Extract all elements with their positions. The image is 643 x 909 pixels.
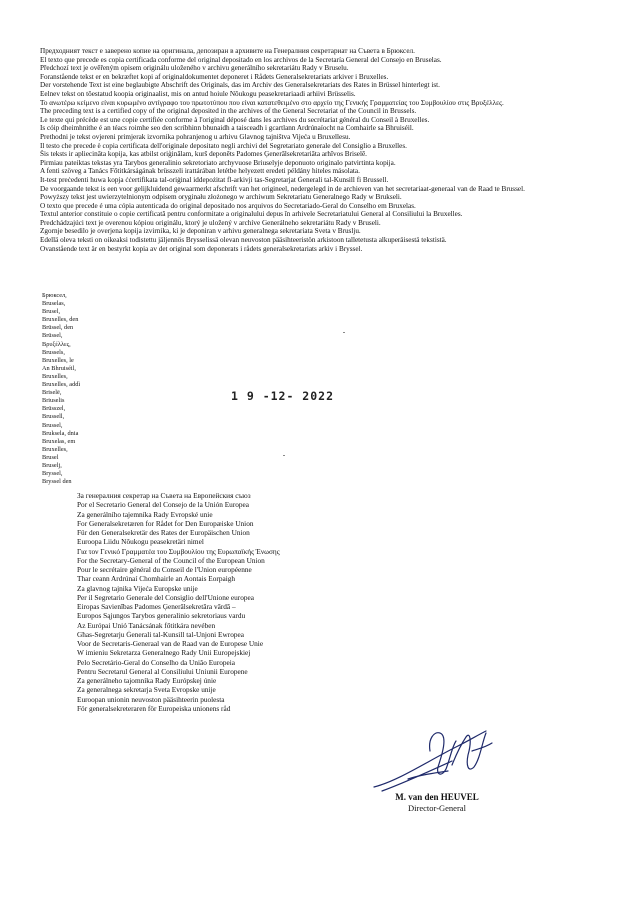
place-list [42, 292, 112, 486]
place-line: Brüssel, den [42, 324, 74, 332]
secretary-general-line: Euroopa Liidu Nõukogu peasekretäri nimel [77, 537, 204, 547]
certification-line: Il testo che precede è copia certificata dell'originale depositato negli archivi del Segretariato generale del Consiglio a Bruxelles. [40, 141, 407, 150]
certification-line: Eelnev tekst on tõestatud koopia originaalist, mis on antud hoiule Nõukogu peasekretariaadi arhiivi Brüsselis. [40, 89, 356, 98]
certification-line: Pirmiau pateiktas tekstas yra Tarybos generalinio sekretoriato archyvuose Briuselyje deponuoto originalo patvirtinta kopija. [40, 158, 396, 167]
place-line: Βρυξέλλες, [42, 340, 71, 348]
place-line: Bruxelles, [42, 372, 68, 380]
place-line: Bruselas, [42, 300, 66, 308]
secretary-general-line: W imieniu Sekretarza Generalnego Rady Unii Europejskiej [77, 648, 251, 658]
certification-line: Le texte qui précède est une copie certifiée conforme à l'original déposé dans les archives du secrétariat général du Conseil à Bruxelles. [40, 115, 430, 124]
secretary-general-line: Europos Sąjungos Tarybos generalinio sekretoriaus vardu [77, 611, 246, 621]
secretary-general-line: Għas-Segretarju Ġenerali tal-Kunsill tal-Unjoni Ewropea [77, 629, 244, 639]
certification-line: The preceding text is a certified copy of the original deposited in the archives of the General Secretariat of the Council in Brussels. [40, 107, 417, 116]
secretary-general-line: Για τον Γενικό Γραμματέα του Συμβουλίου της Ευρωπαϊκής Ένωσης [77, 546, 280, 556]
place-line: Brusel [42, 453, 59, 461]
place-line: Brussel, [42, 421, 63, 429]
secretary-general-line: Pelo Secretário-Geral do Conselho da União Europeia [77, 657, 236, 667]
place-line: Bruxelles, [42, 445, 68, 453]
certification-line: El texto que precede es copia certificada conforme del original depositado en los archivos de la Secretaría General del Consejo en Bruselas. [40, 55, 442, 64]
signer-name: M. van den HEUVEL [395, 792, 479, 802]
secretary-general-line: Voor de Secretaris-Generaal van de Raad van de Europese Unie [77, 639, 264, 648]
certification-line: De voorgaande tekst is een voor gelijkluidend gewaarmerkt afschrift van het origineel, nedergelegd in de archieven van het secretariaat-generaal van de Raad te Brussel. [40, 184, 525, 193]
place-line: Bruxelles, addì [42, 381, 81, 389]
certification-line: A fenti szöveg a Tanács Főtitkárságának brüsszeli irattárában letétbe helyezett eredeti példány hiteles másolata. [40, 167, 360, 176]
secretary-general-line: För generalsekreteraren för Europeiska unionens råd [77, 703, 231, 713]
secretary-general-lines [77, 491, 377, 713]
place-line: Briuselis [42, 397, 65, 405]
certification-line: Textul anterior constituie o copie certificată pentru conformitate a originalului depus în arhivele Secretariatului General al Consiliului la Bruxelles. [40, 210, 463, 219]
place-line: Brüssel, [42, 332, 63, 340]
secretary-general-line: Thar ceann Ardrúnaí Chomhairle an Aontais Eorpaigh [77, 574, 236, 584]
place-line: Bruselj, [42, 461, 62, 469]
handwritten-signature [368, 721, 498, 796]
certification-line: Is cóip dheimhnithe é an téacs roimhe seo den scríbhinn bhunaidh a taisceadh i gcartlann Ardrúnaíocht na Comhairle sa Bhruiséil. [40, 124, 414, 133]
secretary-general-line: Az Európai Unió Tanácsának főtitkára nevében [77, 620, 216, 630]
certification-line: Předchozí text je ověřeným opisem originálu uloženého v archivu generálního sekretariátu Rady v Bruselu. [40, 64, 349, 73]
certification-line: Ovanstående text är en bestyrkt kopia av det original som deponerats i rådets generalsekretariats arkiv i Bryssel. [40, 244, 363, 253]
secretary-general-line: За генералния секретар на Съвета на Европейския съюз [77, 491, 251, 500]
place-line: Bruksela, dnia [42, 429, 79, 437]
secretary-general-line: For the Secretary-General of the Council of the European Union [77, 555, 265, 565]
place-line: An Bhruiséil, [42, 364, 76, 372]
certification-line: It-test preċedenti huwa kopja ċċertifikata tal-oriġinal iddepożitat fl-arkivji tas-Segretarjat Ġenerali tal-Kunsill fi Brussell. [40, 175, 389, 184]
secretary-general-line: Pentru Secretarul General al Consiliului Uniunii Europene [77, 666, 248, 676]
secretary-general-line: Per il Segretario Generale del Consiglio dell'Unione europea [77, 592, 254, 602]
secretary-general-line: Pour le secrétaire général du Conseil de l'Union européenne [77, 565, 252, 574]
secretary-general-line: Za generálního tajemníka Rady Evropské unie [77, 509, 213, 519]
secretary-general-line: Za glavnog tajnika Vijeća Europske unije [77, 583, 198, 593]
secretary-general-line: For Generalsekretæren for Rådet for Den Europæiske Union [77, 518, 254, 528]
place-line: Bryssel den [42, 478, 72, 486]
certification-line: Предходният текст е заверено копие на оригинала, депозиран в архивите на Генералния секретариат на Съвета в Брюксел. [40, 47, 415, 55]
secretary-general-line: Za generálneho tajomníka Rady Európskej únie [77, 676, 217, 685]
certification-line: Powyższy tekst jest uwierzytelnionym odpisem oryginału złożonego w archiwum Sekretariatu Generalnego Rady w Brukseli. [40, 193, 402, 202]
secretary-general-line: Za generalnega sekretarja Sveta Evropske unije [77, 685, 216, 695]
certification-line: Predchádzajúci text je overenou kópiou originálu, ktorý je uložený v archíve Generálneho sekretariátu Rady v Bruseli. [40, 218, 381, 227]
place-line: Bryssel, [42, 470, 63, 478]
speck [343, 332, 345, 333]
certification-line: Šis teksts ir apliecināta kopija, kas atbilst oriģinālam, kurš deponēts Padomes Ģenerālsekretariāta arhīvos Briselē. [40, 150, 367, 159]
speck [283, 455, 285, 456]
place-line: Briselē, [42, 389, 62, 397]
secretary-general-line: Für den Generalsekretär des Rates der Europäischen Union [77, 528, 250, 537]
certification-line: Der vorstehende Text ist eine beglaubigte Abschrift des Originals, das im Archiv des Generalsekretariats des Rates in Brüssel hinterlegt ist. [40, 81, 440, 90]
place-line: Brussels, [42, 348, 65, 356]
secretary-general-line: Por el Secretario General del Consejo de la Unión Europea [77, 500, 250, 510]
certification-line: Foranstående tekst er en bekræftet kopi af originaldokumentet deponeret i Rådets Generalsekretariats arkiver i Bruxelles. [40, 72, 389, 81]
secretary-general-line: Eiropas Savienības Padomes Ģenerālsekretāra vārdā – [77, 602, 236, 611]
place-line: Bruxelles, den [42, 316, 79, 324]
certification-line: O texto que precede é uma cópia autenticada do original depositado nos arquivos do Secretariado-Geral do Conselho em Bruxelas. [40, 201, 416, 210]
secretary-general-line: Euroopan unionin neuvoston pääsihteerin puolesta [77, 694, 225, 704]
certification-line: Zgornje besedilo je overjena kopija izvirnika, ki je deponiran v arhivu generalnega sekretariata Sveta v Bruslju. [40, 227, 361, 236]
place-line: Bruxelles, le [42, 356, 74, 364]
signer-block [378, 792, 496, 813]
certification-line: Prethodni je tekst ovjereni primjerak izvornika pohranjenog u arhivu Glavnog tajništva Vijeća u Bruxellesu. [40, 132, 351, 141]
certification-statements [40, 47, 630, 253]
place-line: Брюксел, [42, 292, 67, 299]
place-line: Bruxelas, em [42, 437, 76, 445]
place-line: Brüsszel, [42, 405, 66, 413]
date-stamp: 1 9 -12- 2022 [231, 389, 335, 403]
place-line: Brussell, [42, 413, 65, 421]
signer-title: Director-General [408, 803, 466, 813]
place-line: Brusel, [42, 308, 61, 316]
certification-line: Edellä oleva teksti on oikeaksi todistettu jäljennös Brysselissä olevan neuvoston pääsihteeristön arkistoon talletetusta alkuperäisestä tekstistä. [40, 236, 447, 245]
certification-line: Το ανωτέρω κείμενο είναι κυρωμένο αντίγραφο του πρωτοτύπου που είναι κατατεθειμένο στο αρχείο της Γενικής Γραμματείας του Συμβουλίου στις Βρυξέλλες. [40, 98, 504, 107]
